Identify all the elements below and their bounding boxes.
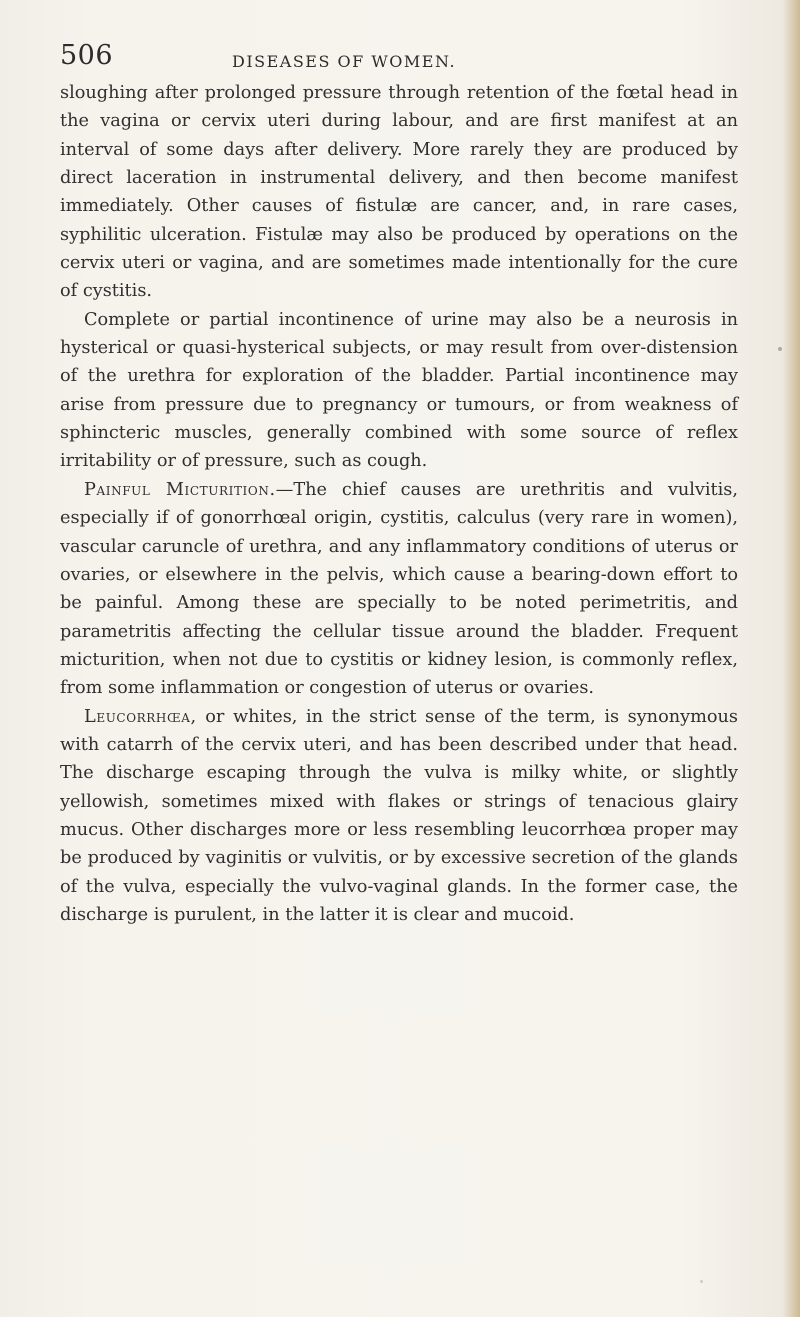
paragraph-body: Complete or partial incontinence of urine may also be a neurosis in hysterical or quasi-hysterical subjects, or may result from over-distension of the urethra for exploration of the bladder. Partial incontinence may arise from pressure due to pregnancy or tumours, or from weakness of sphincteric muscles, generally combined with some source of reflex irritability or of pressure, such as cough. — [60, 309, 738, 472]
ink-speck — [700, 1280, 703, 1283]
ink-speck — [778, 347, 782, 351]
paragraph-body: or whites, in the strict sense of the term, is synonymous with catarrh of the cervix uteri, and has been described under that head. The discharge escaping through the vulva is milky white, or slightly yellowish, sometimes mixed with flakes or strings of tenacious glairy mucus. Other discharges more or less resembling leucorrhœa proper may be produced by vaginitis or vulvitis, or by excessive secretion of the glands of the vulva, especially the vulvo-vaginal glands. In the former case, the discharge is purulent, in the latter it is clear and mucoid. — [60, 706, 738, 925]
running-title: DISEASES OF WOMEN. — [232, 52, 457, 71]
page-edge-shadow — [782, 0, 800, 1317]
body-text — [60, 79, 738, 929]
section-heading-painful-micturition: Painful Micturition. — [84, 479, 276, 500]
paragraph-body: sloughing after prolonged pressure through retention of the fœtal head in the vagina or cervix uteri during labour, and are first manifest at an interval of some days after delivery. More rarely they are produced by direct laceration in instrumental delivery, and then become manifest immediately. Other causes of fistulæ are cancer, and, in rare cases, syphilitic ulceration. Fistulæ may also be produced by operations on the cervix uteri or vagina, and are sometimes made intentionally for the cure of cystitis. — [60, 83, 738, 302]
paragraph-body: —The chief causes are urethritis and vulvitis, especially if of gonorrhœal origin, cystitis, calculus (very rare in women), vascular caruncle of urethra, and any inflammatory conditions of uterus or ovaries, or elsewhere in the pelvis, which cause a bearing-down effort to be painful. Among these are specially to be noted perimetritis, and parametritis affecting the cellular tissue around the bladder. Frequent micturition, when not due to cystitis or kidney lesion, is commonly reflex, from some inflammation or congestion of uterus or ovaries. — [60, 479, 738, 699]
section-heading-leucorrhoea: Leucorrhœa, — [84, 706, 197, 727]
page-number: 506 — [60, 40, 114, 71]
paragraph-incontinence — [60, 306, 738, 476]
paragraph-fistulae-causes — [60, 79, 738, 306]
page-header — [60, 40, 740, 80]
paragraph-leucorrhoea — [60, 703, 738, 930]
paragraph-painful-micturition — [60, 476, 738, 703]
